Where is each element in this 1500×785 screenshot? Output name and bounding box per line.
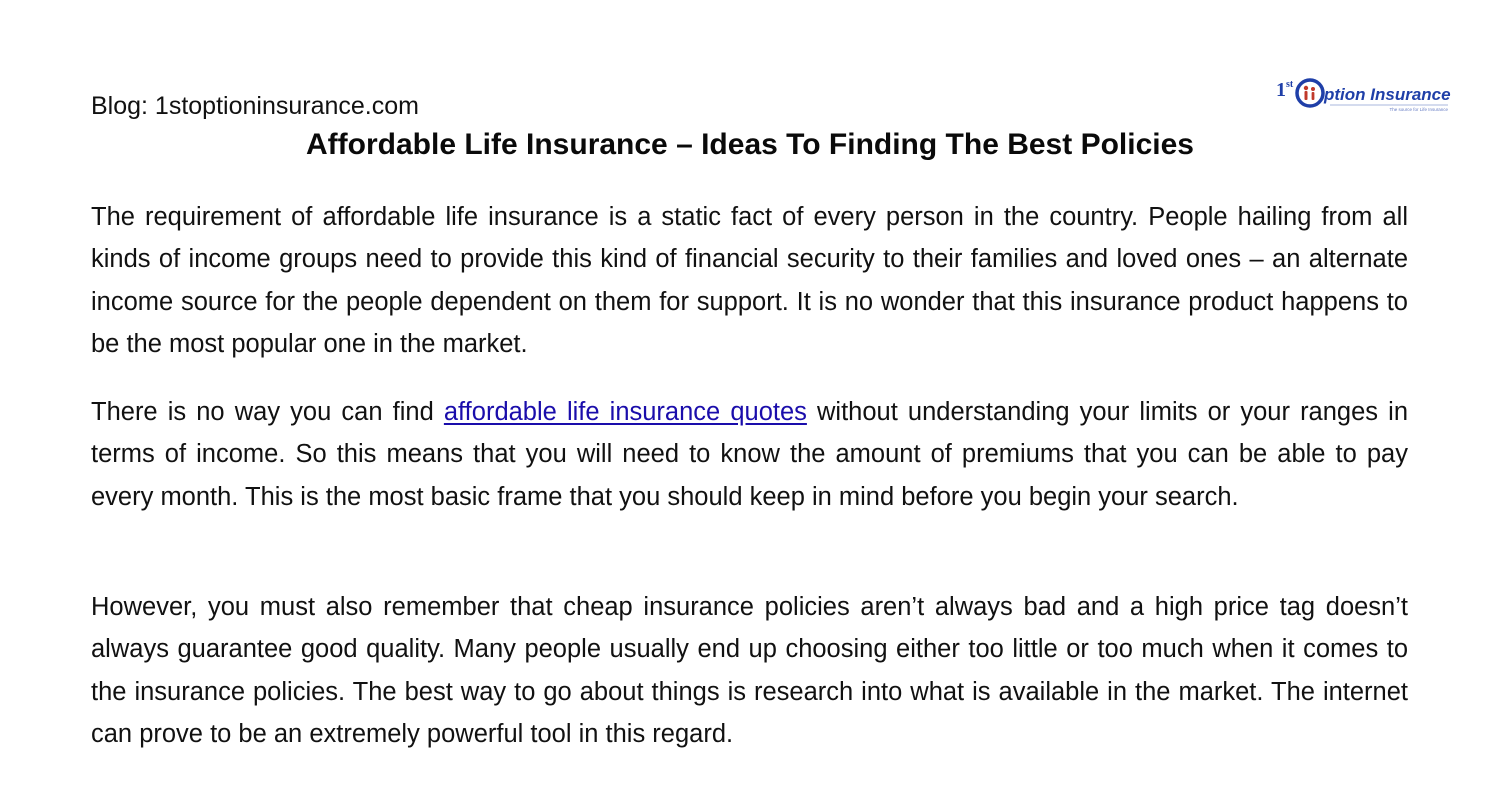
article-paragraph-2 [91,391,1408,518]
logo-main-text: ption Insurance [1324,85,1451,104]
paragraph-2-lead-text: There is no way you can find [91,398,444,426]
article-title: Affordable Life Insurance – Ideas To Finding The Best Policies [306,128,1194,161]
company-logo [1272,74,1452,114]
paragraph-2-trail-text: without understanding your limits or your ranges in terms of income. So this means that you will need to know the amount of premiums that you can be able to pay every month. This is the most basic frame that you should keep in mind before you begin your search. [91,398,1408,511]
affordable-quotes-link[interactable]: affordable life insurance quotes [443,398,807,426]
logo-graphic [1272,74,1452,114]
logo-sup: st [1286,79,1294,90]
logo-one: 1 [1276,79,1286,101]
article-paragraph-3: However, you must also remember that cheap insurance policies aren’t always bad and a high price tag doesn’t always guarantee good quality. Many people usually end up choosing either too little or too much when it comes to the insurance policies. The best way to go about things is research into what is available in the market. The internet can prove to be an extremely powerful tool in this regard. [91,593,1408,748]
logo-tagline: The source for Life Insurance [1389,107,1448,112]
logo-o-ring [1297,80,1323,106]
blog-label: Blog: 1stoptioninsurance.com [91,92,419,120]
article-paragraph-1: The requirement of affordable life insurance is a static fact of every person in the country. People hailing from all kinds of income groups need to provide this kind of financial security to their families and loved ones – an alternate income source for the people dependent on them for support. It is no wonder that this insurance product happens to be the most popular one in the market. [91,203,1408,358]
